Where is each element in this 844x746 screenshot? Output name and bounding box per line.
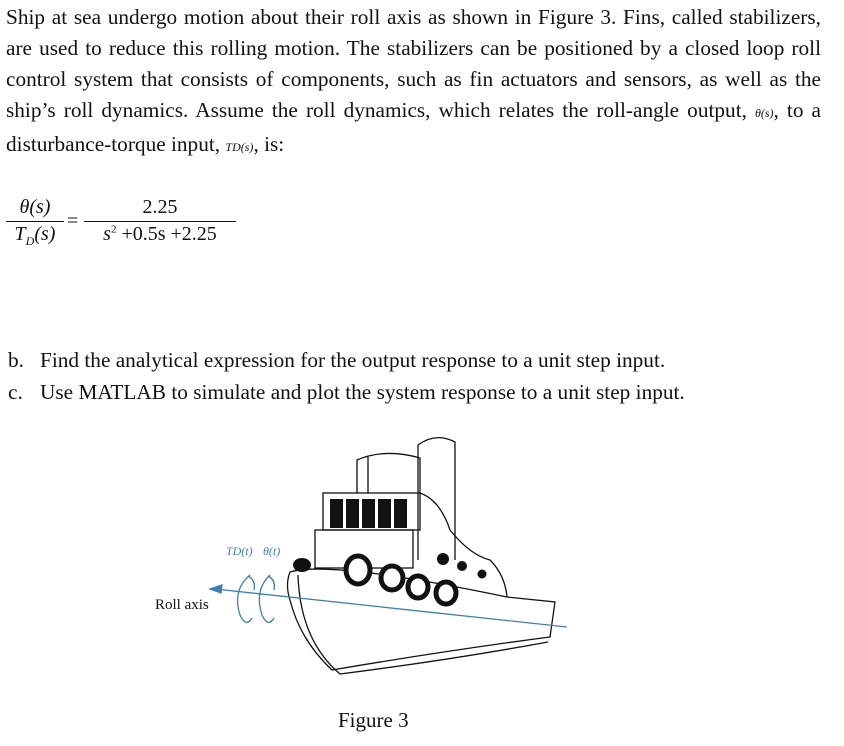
windows <box>330 499 407 528</box>
figure-caption: Figure 3 <box>338 708 409 732</box>
roll-axis-label: Roll axis <box>155 597 209 613</box>
s-symbol: s <box>103 223 111 245</box>
dots <box>437 553 487 579</box>
td-label: TD(t) <box>226 544 253 558</box>
theta-rotation-arrow <box>259 575 274 622</box>
denominator-rest: +0.5s +2.25 <box>116 223 217 245</box>
equals-sign: = <box>67 210 79 232</box>
lhs-numerator: θ(s) <box>6 196 64 222</box>
d-subscript: D <box>25 234 35 248</box>
torque-rotation-arrow <box>238 575 255 622</box>
rear-superstructure <box>420 493 507 597</box>
t-symbol: T <box>14 223 26 245</box>
exponent: 2 <box>110 223 117 236</box>
item-text: Use MATLAB to simulate and plot the system response to a unit step input. <box>40 380 685 404</box>
theta-inline: θ(s) <box>754 106 774 120</box>
ship-drawing <box>288 438 556 674</box>
td-inline: TD(s) <box>225 140 254 154</box>
intro-text: Ship at sea undergo motion about their roll axis as shown in Figure 3. Fins, called stabilizers, are used to reduce this rolling motion. The stabilizers can be positioned by a closed loop roll control system that consists of components, such as fin actuators and sensors, as well as the ship’s roll dynamics. Assume the roll dynamics, which relates the roll-angle output, <box>6 5 821 122</box>
theta-label: θ(t) <box>263 544 281 558</box>
item-label: c. <box>8 380 23 404</box>
item-text: Find the analytical expression for the output response to a unit step input. <box>40 348 666 372</box>
s-arg: (s) <box>34 223 56 245</box>
bridge <box>357 453 420 493</box>
item-label: b. <box>8 348 24 372</box>
funnel <box>418 438 455 560</box>
end-text: , is: <box>253 132 285 156</box>
middle-text: , to a disturbance-torque input, <box>6 98 821 156</box>
rhs-numerator: 2.25 <box>84 196 236 222</box>
